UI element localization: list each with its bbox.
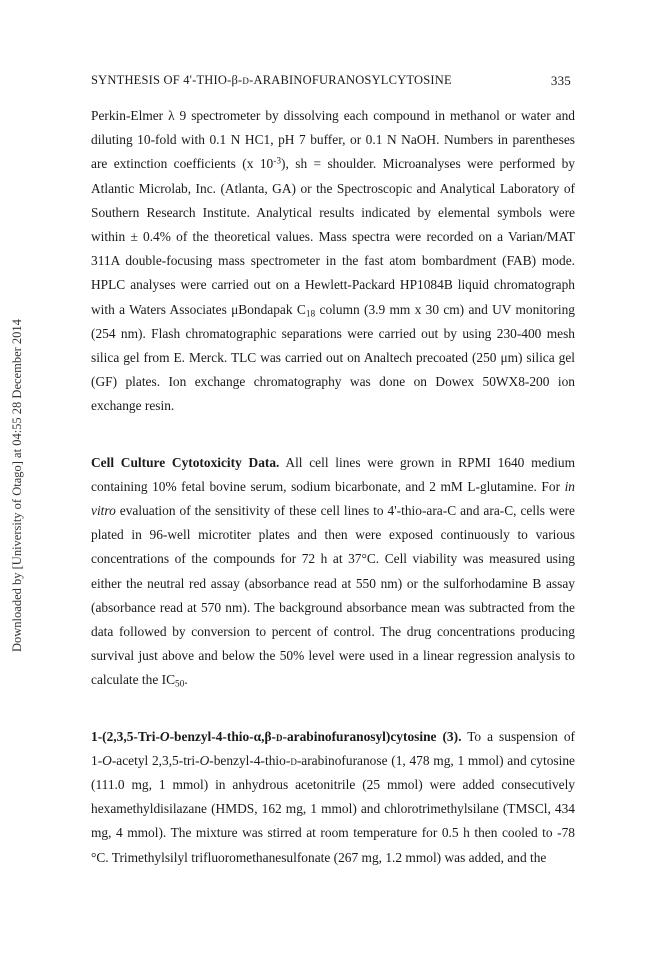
paragraph-gap — [91, 693, 575, 725]
download-watermark: Downloaded by [University of Otago] at 04:55 28 December 2014 — [10, 319, 24, 652]
running-title-suffix: -ARABINOFURANOSYLCYTOSINE — [249, 73, 452, 87]
cytotoxicity-text-a: All cell lines were grown in RPMI 1640 medium containing 10% fetal bovine serum, sodium bicarbonate, and 2 mM L-glutamine. For — [91, 454, 575, 494]
compound3-text-2: -acetyl 2,3,5-tri- — [111, 752, 200, 768]
cytotoxicity-paragraph — [91, 451, 575, 693]
compound3-heading-a: 1-(2,3,5-Tri- — [91, 728, 160, 744]
methods-text-c: column (3.9 mm x 30 cm) and UV monitoring (254 nm). Flash chromatographic separations were carried out by using 230-400 mesh silica gel from E. Merck. TLC was carried out on Analtech precoated (250 μm) silica gel (GF) plates. Ion exchange chromatography was done on Dowex 50WX8-200 ion exchange resin. — [91, 301, 575, 414]
cytotoxicity-text-b: evaluation of the sensitivity of these cell lines to 4'-thio-ara-C and ara-C, cells were plated in 96-well microtiter plates and then were exposed continuously to various concentrations of the compounds for 72 h at 37°C. Cell viability was measured using either the neutral red assay (absorbance read at 550 nm) or the sulforhodamine B assay (absorbance read at 570 nm). The background absorbance mean was subtracted from the data followed by conversion to percent of control. The drug concentrations producing survival just above and below the 50% level were used in a linear regression analysis to calculate the IC — [91, 503, 575, 688]
paragraph-gap — [91, 419, 575, 451]
page-header — [91, 73, 571, 91]
running-title-d: d — [242, 73, 250, 87]
compound3-d: d — [290, 752, 297, 768]
compound3-paragraph — [91, 725, 575, 870]
cytotoxicity-heading: Cell Culture Cytotoxicity Data. — [91, 454, 280, 470]
compound3-heading-d: d — [275, 728, 283, 744]
cytotoxicity-italic: in vitro — [91, 478, 575, 519]
methods-text-b: ), sh = shoulder. Microanalyses were performed by Atlantic Microlab, Inc. (Atlanta, GA) or the Spectroscopic and Analytical Laboratory of Southern Research Institute. Analytical results indicated by elemental symbols were within ± 0.4% of the theoretical values. Mass spectra were recorded on a Varian/MAT 311A double-focusing mass spectrometer in the fast atom bombardment (FAB) mode. HPLC analyses were carried out on a Hewlett-Packard HP1084B liquid chromatograph with a Waters Associates μBondapak C — [91, 156, 576, 317]
cytotoxicity-text-end: . — [184, 672, 188, 688]
running-title — [91, 73, 452, 88]
compound3-heading-c: -arabinofuranosyl)cytosine (3). — [282, 728, 462, 744]
compound3-heading-o: O — [159, 728, 170, 744]
compound3-o2: O — [199, 752, 210, 768]
running-title-prefix: SYNTHESIS OF 4'-THIO-β- — [91, 73, 243, 87]
compound3-text-3: -benzyl-4-thio- — [209, 752, 291, 768]
article-body — [91, 104, 575, 870]
compound3-o1: O — [102, 752, 112, 768]
methods-subscript: 18 — [305, 308, 316, 319]
compound3-heading — [91, 729, 461, 744]
methods-paragraph — [91, 104, 575, 419]
compound3-heading-b: -benzyl-4-thio-α,β- — [169, 728, 276, 744]
page-number: 335 — [550, 73, 571, 88]
methods-exponent: -3 — [273, 156, 282, 167]
compound3-text-4: -arabinofuranose (1, 478 mg, 1 mmol) and cytosine (111.0 mg, 1 mmol) in anhydrous acetonitrile (25 mmol) were added consecutively hexamethyldisilazane (HMDS, 162 mg, 1 mmol) and chlorotrimethylsilane (TMSCl, 434 mg, 4 mmol). The mixture was stirred at room temperature for 0.5 h then cooled to -78 °C. Trimethylsilyl trifluoromethanesulfonate (267 mg, 1.2 mmol) was added, and the — [91, 752, 575, 865]
methods-text-a: Perkin-Elmer λ 9 spectrometer by dissolving each compound in methanol or water and diluting 10-fold with 0.1 N HC1, pH 7 buffer, or 0.1 N NaOH. Numbers in parentheses are extinction coefficients (x 10 — [91, 108, 575, 172]
ic50-subscript: 50 — [175, 679, 185, 690]
compound3-text-1: To a suspension of 1- — [91, 728, 575, 768]
